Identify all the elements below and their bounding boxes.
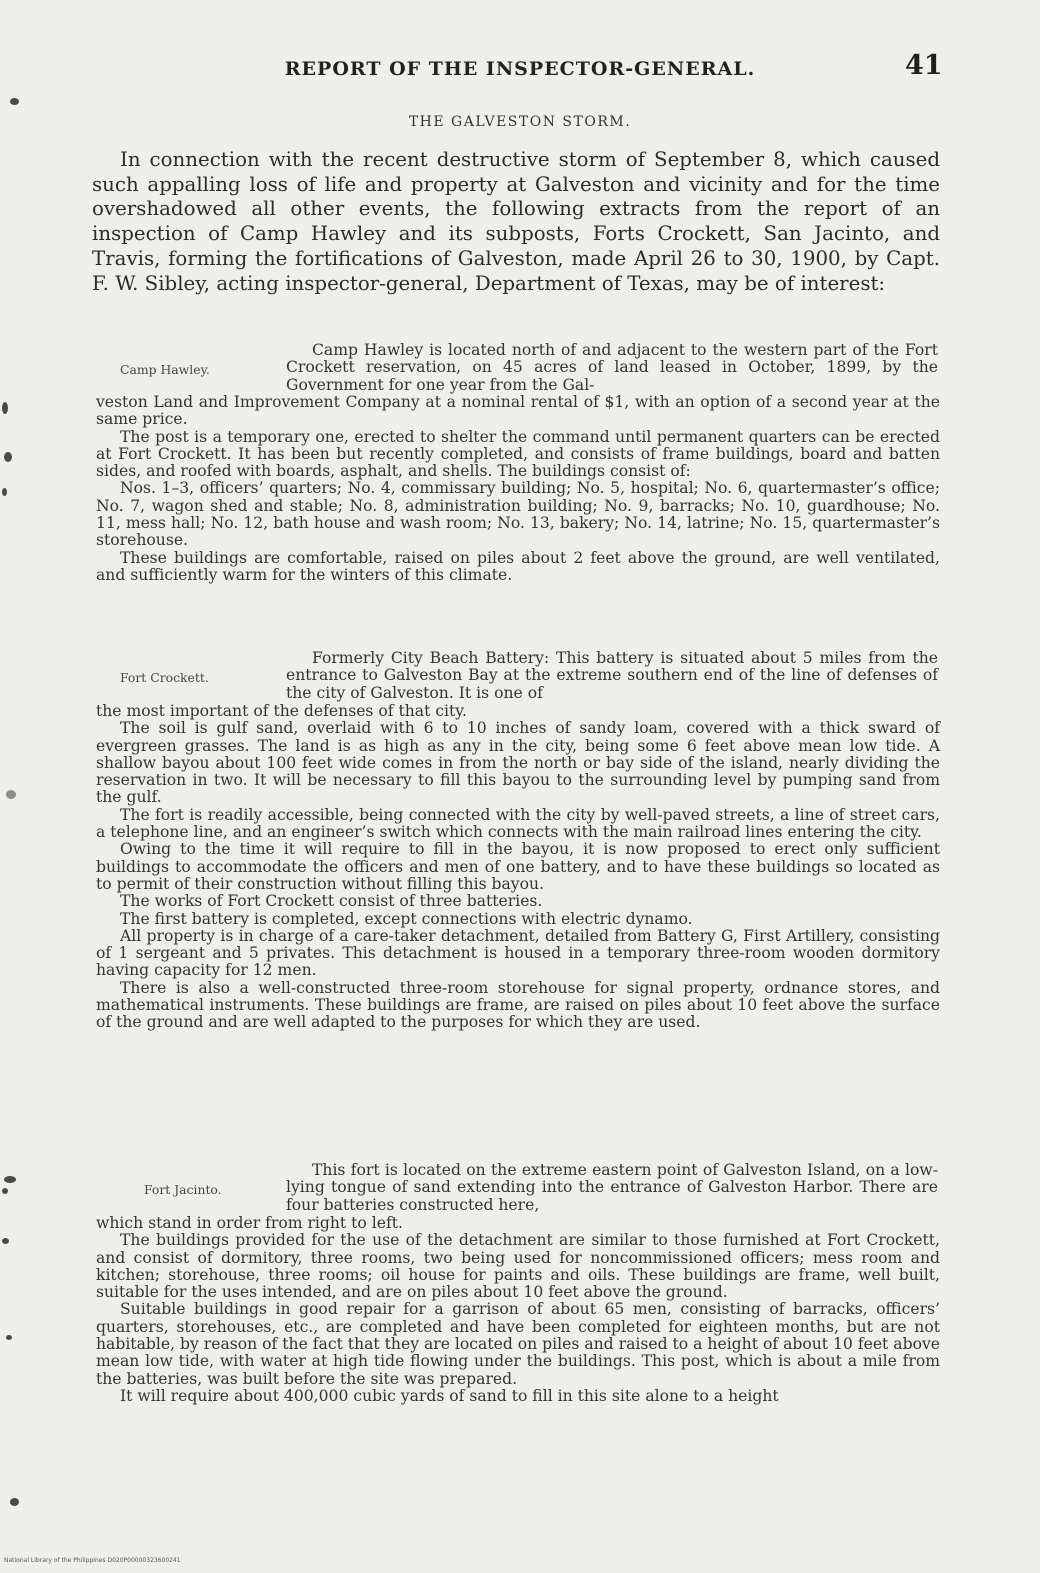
paragraph: The first battery is completed, except connections with electric dynamo. [120,909,693,928]
paragraph: It will require about 400,000 cubic yards of sand to fill in this site alone to a height [120,1386,779,1405]
fort-crockett-lead: Formerly City Beach Battery: This battery is situated about 5 miles from the entrance to Galveston Bay at the extreme southern end of the line of defenses of the city of Galveston. It is one of [286,649,938,702]
margin-note-fort-crockett: Fort Crockett. [120,670,209,685]
paragraph: The post is a temporary one, erected to shelter the command until permanent quarters can be erected at Fort Crockett. It has been but recently completed, and consists of frame buildings, board and batten sides, and roofed with boards, asphalt, and shells. The buildings consist of: [96,427,940,481]
paragraph: The works of Fort Crockett consist of three batteries. [120,892,543,911]
paragraph: The buildings provided for the use of the detachment are similar to those furnished at Fort Crockett, and consist of dormitory, three rooms, two being used for noncommissioned officers; mess room and kitchen; storehouse, three rooms; oil house for paints and oils. These buildings are frame, well built, suitable for the uses intended, and are on piles about 10 feet above the ground. [96,1231,940,1302]
paragraph: the most important of the defenses of that city. [96,702,468,720]
fort-crockett-body [96,703,940,1032]
fort-jacinto-body [96,1215,940,1405]
paragraph: veston Land and Improvement Company at a nominal rental of $1, with an option of a second year at the same price. [96,393,940,429]
margin-note-camp-hawley: Camp Hawley. [120,362,210,377]
paragraph: The soil is gulf sand, overlaid with 6 to 10 inches of sandy loam, covered with a thick sward of evergreen grasses. The land is as high as any in the city, being some 6 feet above mean low tide. A shallow bayou about 100 feet wide comes in from the north or bay side of the island, nearly dividing the reservation in two. It will be necessary to fill this bayou to the surrounding level by pumping sand from the gulf. [96,719,940,807]
intro-paragraph: In connection with the recent destructive storm of September 8, which caused such appalling loss of life and property at Galveston and vicinity and for the time overshadowed all other events, the following extracts from the report of an inspection of Camp Hawley and its subposts, Forts Crockett, San Jacinto, and Travis, forming the fortifications of Galveston, made April 26 to 30, 1900, by Capt. F. W. Sibley, acting inspector-general, Department of Texas, may be of interest: [92,148,940,295]
scan-footer: National Library of the Philippines D020P00000323600241 [4,1557,181,1564]
camp-hawley-lead: Camp Hawley is located north of and adjacent to the western part of the Fort Crockett reservation, on 45 acres of land leased in October, 1899, by the Government for one year from the Gal- [286,341,938,394]
paragraph: All property is in charge of a care-taker detachment, detailed from Battery G, First Artillery, consisting of 1 sergeant and 5 privates. This detachment is housed in a temporary three-room wooden dormitory having capacity for 12 men. [96,926,940,980]
margin-note-fort-jacinto: Fort Jacinto. [144,1182,222,1197]
paragraph: There is also a well-constructed three-room storehouse for signal property, ordnance stores, and mathematical instruments. These buildings are frame, are raised on piles about 10 feet above the surface of the ground and are well adapted to the purposes for which they are used. [96,978,940,1032]
section-title: THE GALVESTON STORM. [408,114,632,130]
running-head: REPORT OF THE INSPECTOR-GENERAL. [284,58,756,80]
paragraph: The fort is readily accessible, being connected with the city by well-paved streets, a line of street cars, a telephone line, and an engineer’s switch which connects with the main railroad lines entering the city. [96,805,940,842]
paragraph: which stand in order from right to left. [96,1214,403,1232]
paragraph: These buildings are comfortable, raised on piles about 2 feet above the ground, are well ventilated, and sufficiently warm for the winters of this climate. [96,548,940,584]
paragraph: Nos. 1–3, officers’ quarters; No. 4, commissary building; No. 5, hospital; No. 6, quartermaster’s office; No. 7, wagon shed and stable; No. 8, administration building; No. 9, barracks; No. 10, guardhouse; No. 11, mess hall; No. 12, bath house and wash room; No. 13, bakery; No. 14, latrine; No. 15, quartermaster’s storehouse. [96,479,940,550]
fort-jacinto-lead: This fort is located on the extreme eastern point of Galveston Island, on a low-lying tongue of sand extending into the entrance of Galveston Harbor. There are four batteries constructed here, [286,1161,938,1214]
camp-hawley-body [96,394,940,584]
page-number: 41 [905,50,943,81]
paragraph: Owing to the time it will require to fill in the bayou, it is now proposed to erect only sufficient buildings to accommodate the officers and men of one battery, and to have these buildings so located as to permit of their construction without filling this bayou. [96,840,940,893]
paragraph: Suitable buildings in good repair for a garrison of about 65 men, consisting of barracks, officers’ quarters, storehouses, etc., are completed and have been completed for eighteen months, but are not habitable, by reason of the fact that they are located on piles and raised to a height of about 10 feet above mean low tide, with water at high tide flowing under the buildings. This post, which is about a mile from the batteries, was built before the site was prepared. [96,1300,940,1388]
